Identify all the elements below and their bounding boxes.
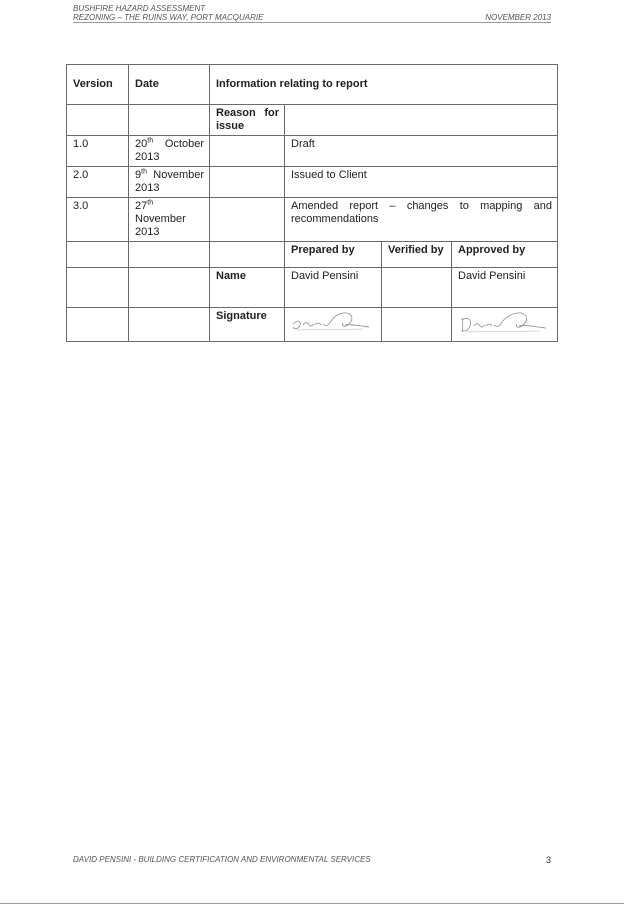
reason-header-row [67,105,558,136]
date-cell: 20th October 2013 [129,136,210,167]
reason-cell: Issued to Client [285,167,558,198]
approved-by-signature [452,308,558,342]
col-header-date: Date [129,65,210,105]
page-footer [73,855,551,864]
col-header-info: Information relating to report [210,65,558,105]
signature-image [458,310,548,336]
version-cell: 3.0 [67,198,129,242]
table-row [67,136,558,167]
header-line-1: BUSHFIRE HAZARD ASSESSMENT [73,4,206,13]
table-header-row [67,65,558,105]
prepared-by-name: David Pensini [285,268,382,308]
name-row [67,268,558,308]
name-label: Name [210,268,285,308]
reason-cell: Draft [285,136,558,167]
date-cell: 27th November 2013 [129,198,210,242]
verified-by-header: Verified by [382,242,452,268]
approved-by-name: David Pensini [452,268,558,308]
signature-image [291,310,371,334]
version-cell: 2.0 [67,167,129,198]
verified-by-name [382,268,452,308]
signature-row [67,308,558,342]
footer-text: DAVID PENSINI - BUILDING CERTIFICATION AND ENVIRONMENTAL SERVICES [73,855,371,864]
reason-for-issue-header: Reason for issue [210,105,285,136]
sign-header-row [67,242,558,268]
page-header [73,4,551,22]
approved-by-header: Approved by [452,242,558,268]
revision-table [66,64,558,342]
page-number: 3 [545,855,551,865]
header-divider [73,22,551,23]
version-cell: 1.0 [67,136,129,167]
header-line-2: REZONING – THE RUINS WAY, PORT MACQUARIE [73,13,264,22]
signature-label: Signature [210,308,285,342]
table-row [67,198,558,242]
prepared-by-header: Prepared by [285,242,382,268]
col-header-version: Version [67,65,129,105]
header-date: NOVEMBER 2013 [485,13,551,22]
page-bottom-edge [0,903,624,904]
table-row [67,167,558,198]
date-cell: 9th November 2013 [129,167,210,198]
prepared-by-signature [285,308,382,342]
reason-cell: Amended report – changes to mapping and recommendations [285,198,558,242]
